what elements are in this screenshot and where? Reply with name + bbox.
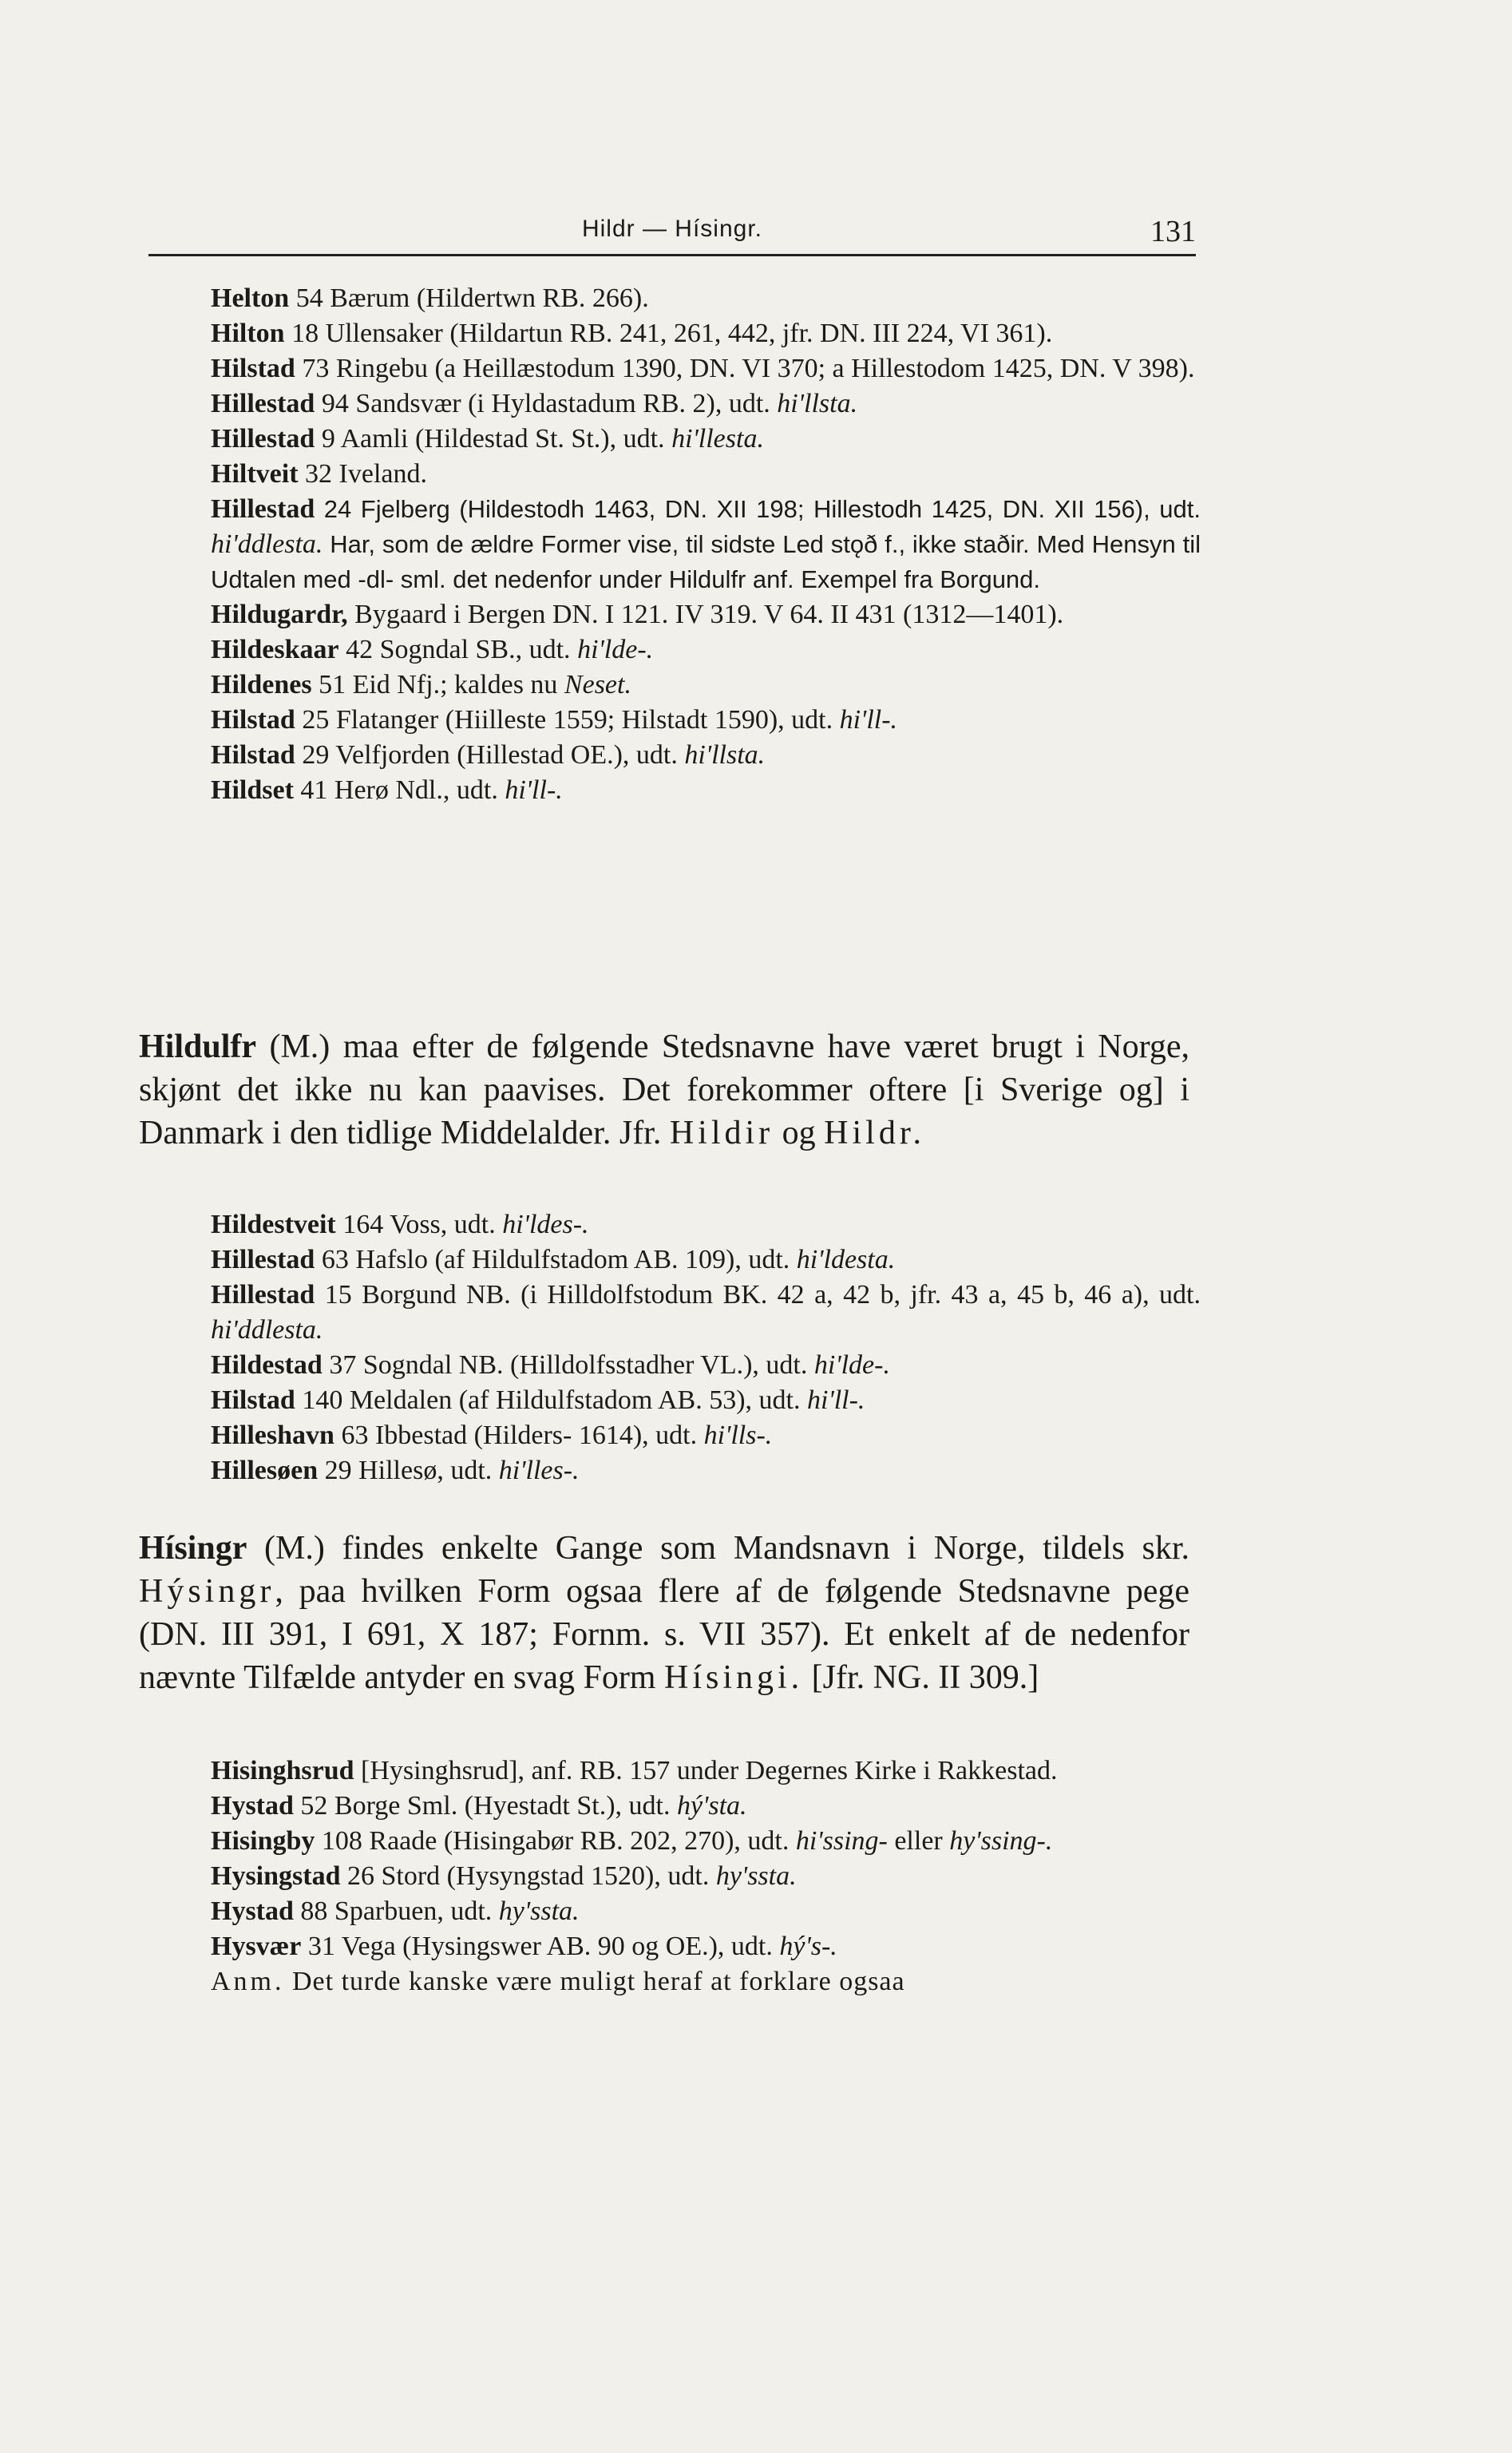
- entry-text: 24 Fjelberg (Hildestodh 1463, DN. XII 198; Hillestodh 1425, DN. XII 156), udt.: [323, 495, 1201, 523]
- entry-name: Hillestad: [211, 424, 315, 454]
- entry-name: Hilstad: [211, 740, 295, 770]
- pronunciation: hi'ddlesta.: [211, 529, 323, 559]
- pronunciation: hi'llsta.: [777, 389, 858, 418]
- place-name-list: [211, 1207, 1201, 1488]
- pronunciation: hi'lde-.: [577, 635, 654, 664]
- pronunciation: hi'lls-.: [703, 1421, 773, 1450]
- pronunciation: hi'ldes-.: [502, 1210, 589, 1239]
- entry-text: 25 Flatanger (Hiilleste 1559; Hilstadt 1590), udt.: [302, 705, 833, 735]
- pronunciation: hy'ssing-.: [949, 1826, 1053, 1856]
- page-number: 131: [1150, 215, 1196, 248]
- place-name-list: [211, 1754, 1201, 1999]
- entry-text: 140 Meldalen (af Hildulfstadom AB. 53), udt.: [302, 1385, 801, 1415]
- entry-text: 32 Iveland.: [305, 459, 427, 489]
- entry: [211, 1824, 1201, 1859]
- paragraph-text: (M.) maa efter de følgende Stedsnavne have været brugt i Norge, skjønt det ikke nu kan paavises. Det forekommer oftere [i Sverige og] i Danmark i den tidlige Middelalder. Jfr.: [139, 1028, 1189, 1151]
- entry-note: Har, som de ældre Former vise, til sidste Led stǫð f., ikke staðir. Med Hensyn til Udtalen med -dl- sml. det nedenfor under Hildulfr anf. Exempel fra Borgund.: [211, 530, 1201, 593]
- running-head: [148, 209, 1196, 257]
- entry-name: Hilstad: [211, 1385, 295, 1415]
- entry-name: Helton: [211, 283, 290, 313]
- pronunciation: hi'll-.: [505, 775, 563, 805]
- pronunciation: hi'lles-.: [498, 1456, 580, 1485]
- paragraph-text: (M.) findes enkelte Gange som Mandsnavn i Norge, tildels skr.: [264, 1530, 1190, 1567]
- entry: [211, 1278, 1201, 1348]
- annotation: [211, 1964, 1201, 1999]
- pronunciation: hy'ssta.: [498, 1896, 580, 1926]
- entry: [211, 597, 1201, 632]
- entry: [211, 281, 1201, 316]
- entry-name: Hildestad: [211, 1350, 323, 1380]
- entry-text: 63 Hafslo (af Hildulfstadom AB. 109), udt.: [321, 1245, 790, 1274]
- entry-name: Hillesøen: [211, 1456, 319, 1485]
- entry-text: 37 Sogndal NB. (Hilldolfsstadher VL.), udt.: [329, 1350, 808, 1380]
- place-name-list: [211, 281, 1201, 808]
- spaced-name: Hísingi.: [663, 1659, 804, 1696]
- pronunciation: Neset.: [564, 670, 631, 699]
- entry-name: Hildugardr,: [211, 600, 348, 629]
- entry-name: Hilleshavn: [211, 1421, 334, 1450]
- entry: [211, 1207, 1201, 1242]
- cross-reference: [Jfr. NG. II 309.]: [811, 1659, 1039, 1696]
- paragraph-text: , paa hvilken Form ogsaa flere af de følgende Stedsnavne pege (DN. III 391, I 691, X 187; Fornm. s. VII 357). Et enkelt af de nedenfor nævnte Tilfælde antyder en svag Form: [139, 1573, 1189, 1696]
- entry: [211, 1789, 1201, 1824]
- pronunciation: hi'll-.: [807, 1385, 865, 1415]
- pronunciation: hi'llsta.: [684, 740, 766, 770]
- entry: [211, 773, 1201, 808]
- entry: [211, 738, 1201, 773]
- entry-text: 51 Eid Nfj.; kaldes nu: [319, 670, 558, 699]
- entry: [211, 632, 1201, 668]
- entry-text: 73 Ringebu (a Heillæstodum 1390, DN. VI 370; a Hillestodom 1425, DN. V 398).: [302, 354, 1195, 383]
- running-title: Hildr — Hísingr.: [581, 216, 763, 242]
- entry-text: 94 Sandsvær (i Hyldastadum RB. 2), udt.: [321, 389, 770, 418]
- entry: [211, 316, 1201, 351]
- paragraph-hisingr: [139, 1527, 1189, 1699]
- entry-name: Hildeskaar: [211, 635, 339, 664]
- entry: [211, 422, 1201, 457]
- entry: [211, 386, 1201, 422]
- conjunction: og: [782, 1115, 816, 1151]
- pronunciation: hy'ssta.: [715, 1861, 797, 1891]
- headword: Hísingr: [139, 1530, 247, 1567]
- entry-name: Hiltveit: [211, 459, 299, 489]
- annotation-text: Det turde kanske være muligt heraf at forklare ogsaa: [292, 1967, 905, 1996]
- entry-text: 88 Sparbuen, udt.: [300, 1896, 493, 1926]
- pronunciation: hi'llesta.: [671, 424, 764, 454]
- entry-text: 108 Raade (Hisingabør RB. 202, 270), udt.: [321, 1826, 790, 1856]
- paragraph-hildulfr: [139, 1025, 1189, 1155]
- cross-reference: Hildr.: [824, 1115, 926, 1151]
- entry-name: Hisinghsrud: [211, 1756, 354, 1785]
- entry-name: Hildestveit: [211, 1210, 336, 1239]
- cross-reference: Hildir: [669, 1115, 774, 1151]
- entry: [211, 1859, 1201, 1894]
- entry-name: Hillestad: [211, 494, 315, 524]
- entry: [211, 1929, 1201, 1964]
- pronunciation: hi'lde-.: [813, 1350, 890, 1380]
- entry-text: 31 Vega (Hysingswer AB. 90 og OE.), udt.: [307, 1932, 773, 1961]
- entry-name: Hilton: [211, 319, 285, 348]
- entry: [211, 492, 1201, 597]
- pronunciation: hý's-.: [779, 1932, 837, 1961]
- entry-text: 18 Ullensaker (Hildartun RB. 241, 261, 442, jfr. DN. III 224, VI 361).: [291, 319, 1053, 348]
- entry: [211, 457, 1201, 492]
- entry-text: 15 Borgund NB. (i Hilldolfstodum BK. 42 a, 42 b, jfr. 43 a, 45 b, 46 a), udt.: [324, 1280, 1201, 1310]
- entry-name: Hisingby: [211, 1826, 315, 1856]
- entry-text: [Hysinghsrud], anf. RB. 157 under Degernes Kirke i Rakkestad.: [361, 1756, 1058, 1785]
- entry-text: eller: [894, 1826, 943, 1856]
- entry-name: Hysvær: [211, 1932, 302, 1961]
- entry: [211, 1418, 1201, 1453]
- entry-name: Hystad: [211, 1791, 294, 1821]
- entry-text: 63 Ibbestad (Hilders- 1614), udt.: [341, 1421, 698, 1450]
- entry-name: Hysingstad: [211, 1861, 341, 1891]
- entry-name: Hillestad: [211, 1245, 315, 1274]
- entry: [211, 1453, 1201, 1488]
- header-rule: [148, 254, 1196, 256]
- entry-name: Hilstad: [211, 705, 295, 735]
- entry: [211, 1894, 1201, 1929]
- pronunciation: hi'ldesta.: [796, 1245, 896, 1274]
- entry-text: 26 Stord (Hysyngstad 1520), udt.: [347, 1861, 710, 1891]
- entry-name: Hystad: [211, 1896, 294, 1926]
- entry-name: Hillestad: [211, 1280, 315, 1310]
- entry: [211, 1348, 1201, 1383]
- headword: Hildulfr: [139, 1028, 257, 1065]
- entry: [211, 351, 1201, 386]
- entry-name: Hilstad: [211, 354, 295, 383]
- entry-text: 29 Hillesø, udt.: [324, 1456, 493, 1485]
- entry-name: Hillestad: [211, 389, 315, 418]
- entry-text: 29 Velfjorden (Hillestad OE.), udt.: [302, 740, 678, 770]
- pronunciation: hi'ssing-: [795, 1826, 888, 1856]
- entry: [211, 1754, 1201, 1789]
- entry: [211, 668, 1201, 703]
- annotation-label: Anm.: [211, 1967, 285, 1996]
- entry-text: Bygaard i Bergen DN. I 121. IV 319. V 64. II 431 (1312—1401).: [354, 600, 1064, 629]
- entry-text: 54 Bærum (Hildertwn RB. 266).: [295, 283, 649, 313]
- entry-text: 41 Herø Ndl., udt.: [300, 775, 498, 805]
- entry: [211, 1383, 1201, 1418]
- spaced-name: Hýsingr: [139, 1573, 275, 1610]
- entry: [211, 703, 1201, 738]
- entry-text: 52 Borge Sml. (Hyestadt St.), udt.: [300, 1791, 671, 1821]
- entry-name: Hildenes: [211, 670, 312, 699]
- entry-name: Hildset: [211, 775, 294, 805]
- pronunciation: hi'ddlesta.: [211, 1315, 323, 1345]
- pronunciation: hi'll-.: [839, 705, 898, 735]
- entry: [211, 1242, 1201, 1278]
- entry-text: 9 Aamli (Hildestad St. St.), udt.: [321, 424, 665, 454]
- entry-text: 164 Voss, udt.: [342, 1210, 496, 1239]
- entry-text: 42 Sogndal SB., udt.: [346, 635, 571, 664]
- pronunciation: hý'sta.: [677, 1791, 747, 1821]
